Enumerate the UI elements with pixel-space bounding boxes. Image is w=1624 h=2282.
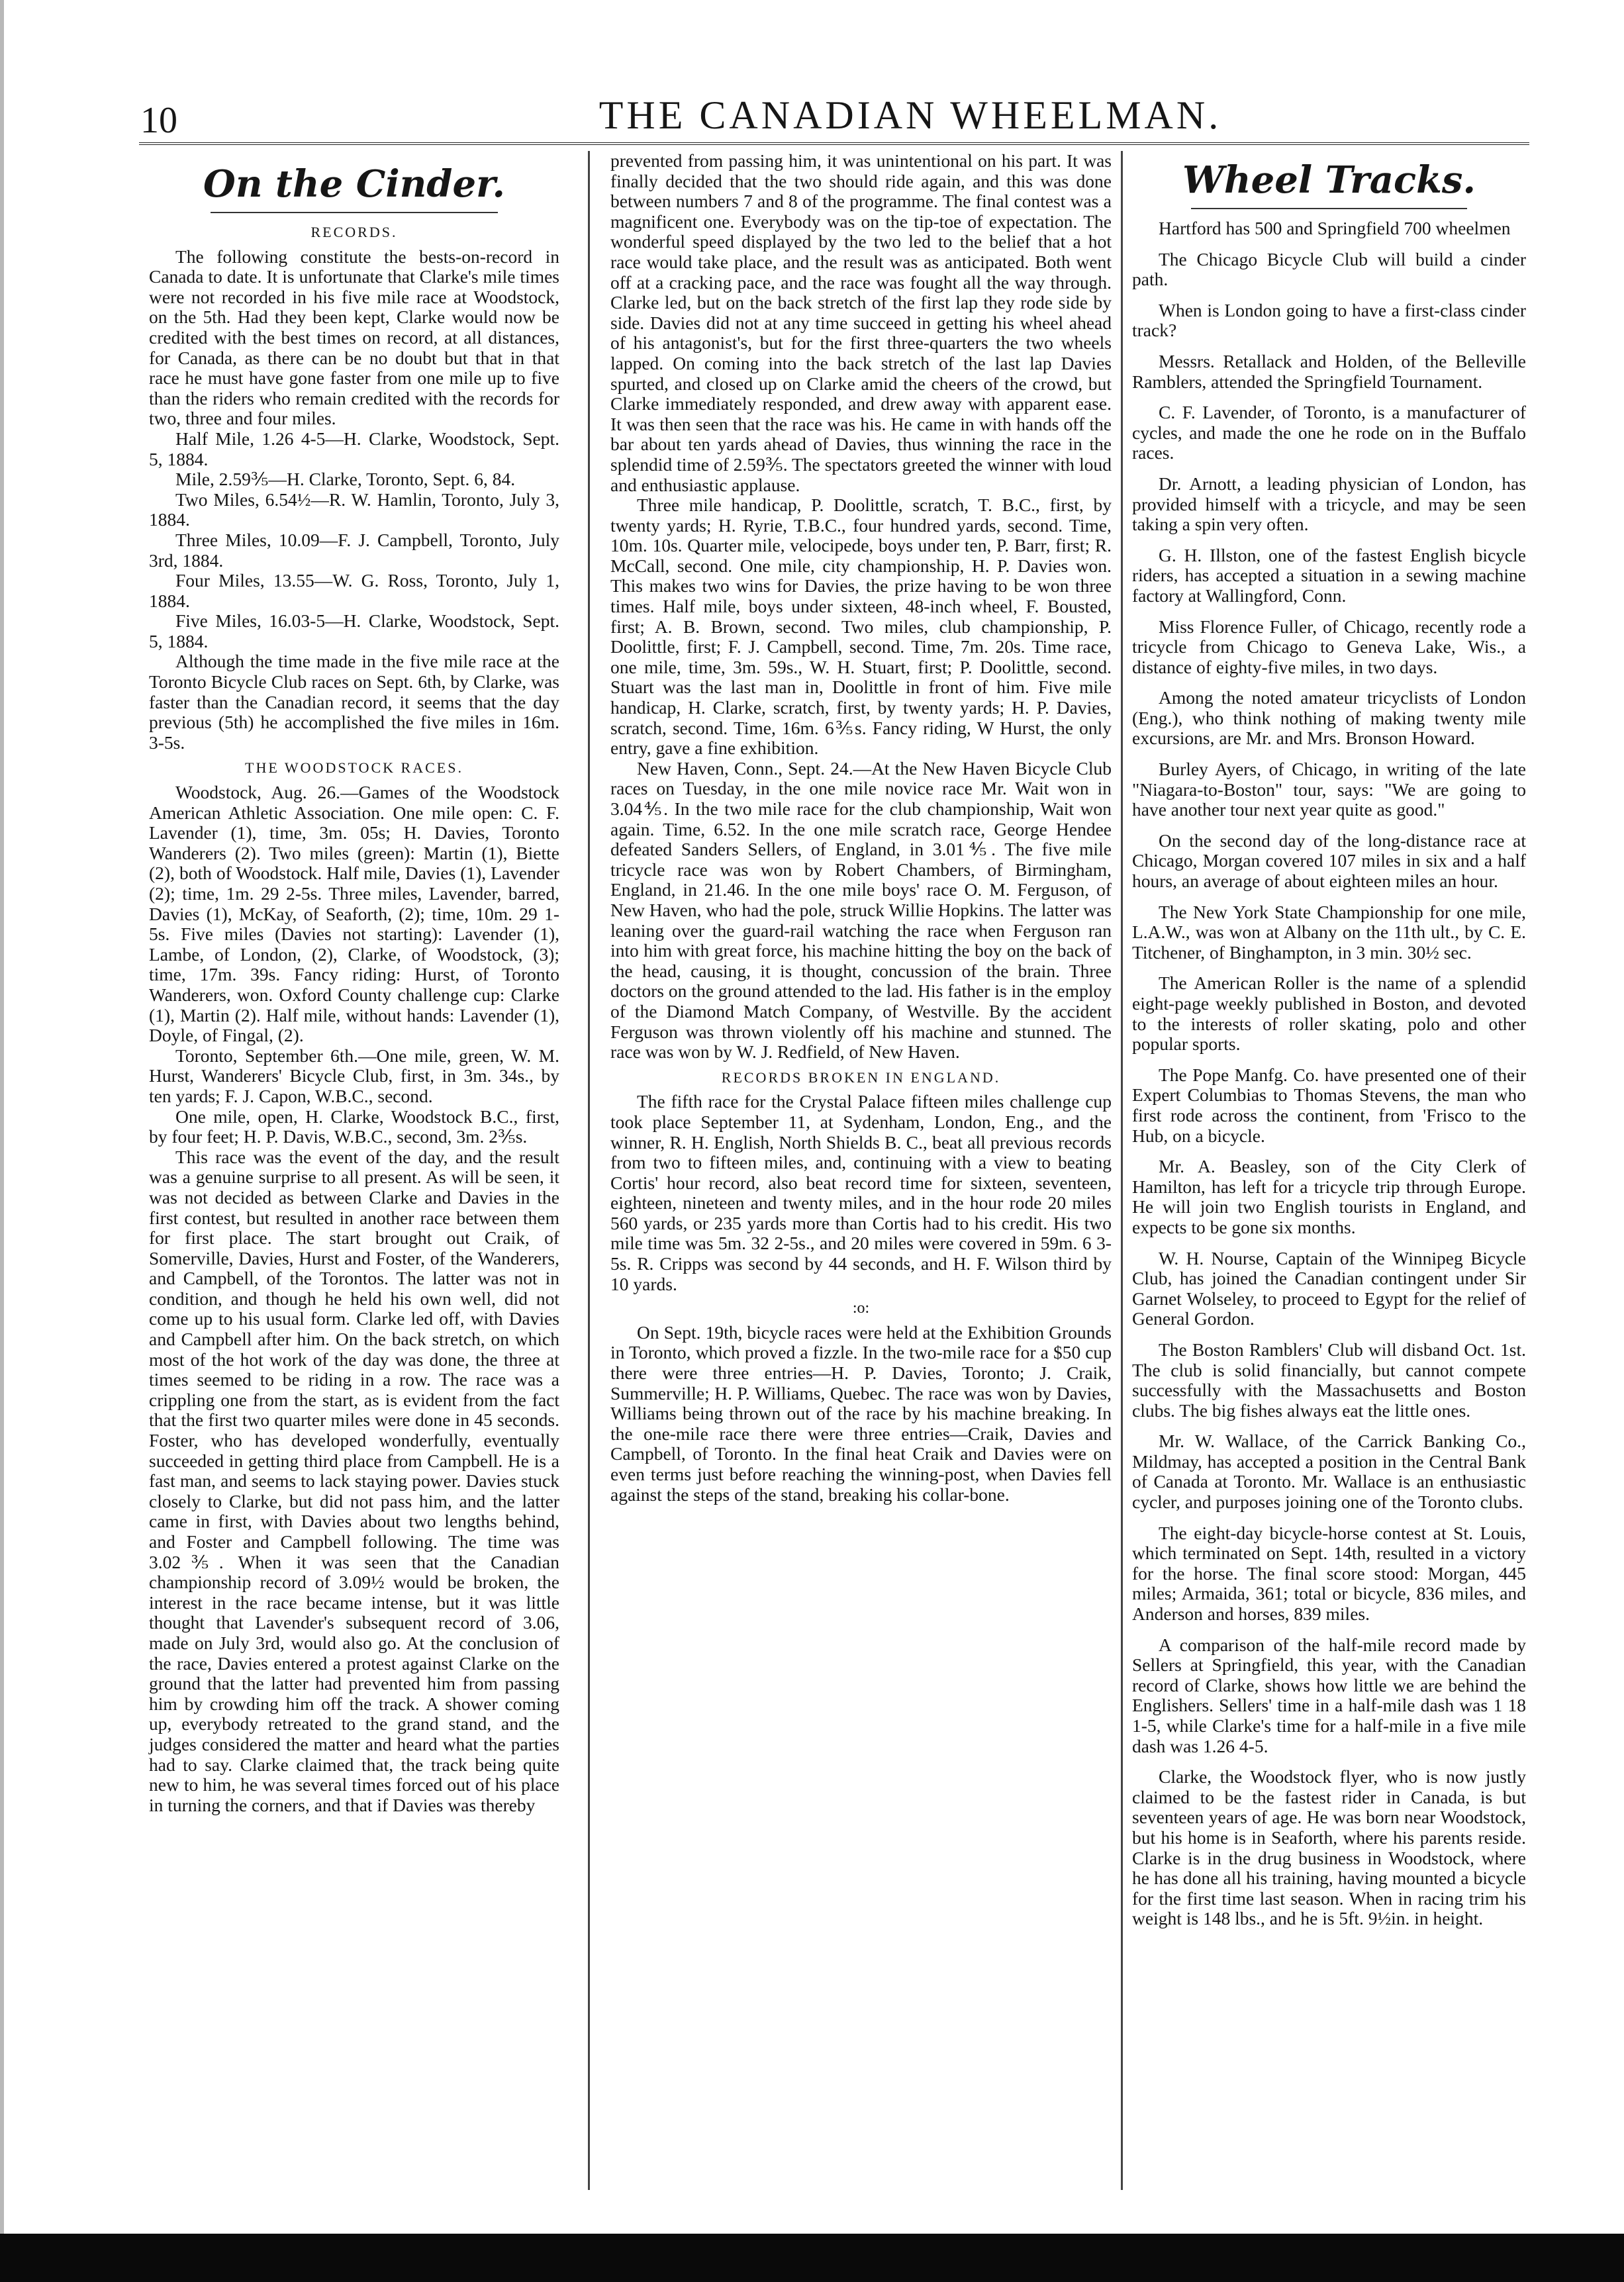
title-rule — [211, 212, 498, 213]
section-heading-records: RECORDS. — [310, 224, 398, 240]
column-divider-right — [1121, 151, 1123, 2190]
article-paragraph: Three mile handicap, P. Doolittle, scratch, T. B.C., first, by twenty yards; H. Ryrie, T.B.C., four hundred yards, second. Time, 10m. 10s. Quarter mile, velocipede, boys under ten, P. Barr, first; R. McCall, second. One mile, city championship, H. P. Davies won. This makes two wins for Davies, the prize having to be won three times. Half mile, boys under sixteen, 48-inch wheel, F. Bousted, first; A. B. Brown, second. Two miles, club championship, P. Doolittle, first; F. J. Campbell, second. Time, 7m. 20s. Time race, one mile, time, 3m. 59s., W. H. Stuart, first; P. Doolittle, second. Stuart was the last man in, Doolittle in front of him. Five mile handicap, H. Clarke, scratch, first, by twenty yards; H. P. Davies, scratch, second. Time, 16m. 6⅗s. Fancy riding, W Hurst, the only entry, gave a fine exhibition. — [610, 495, 1112, 759]
wheel-tracks-item: The Boston Ramblers' Club will disband Oct. 1st. The club is solid financially, but cannot compete successfully with the Massachusetts and Boston clubs. The big fishes always eat the little ones. — [1132, 1339, 1526, 1421]
article-paragraph: prevented from passing him, it was unintentional on his part. It was finally decided that the two should ride again, and this was done between numbers 7 and 8 of the programme. The final contest was a magnificent one. Everybody was on the tip-toe of expectation. The wonderful speed displayed by the two led to the belief that a hot race would take place, and the result was as anticipated. Both went off at a cracking pace, and the race was fought all the way through. Clarke led, but on the back stretch of the first lap they rode side by side. Davies did not at any time succeed in getting his wheel ahead of his antagonist's, but for the first three-quarters the two wheels lapped. On coming into the back stretch of the last lap Davies spurted, and closed up on Clarke amid the cheers of the crowd, but Clarke immediately responded, and drew away with apparent ease. It was then seen that the race was his. He came in with hands off the bar about ten yards ahead of Davies, thus winning the race in the splendid time of 2.59⅗. The spectators greeted the winner with loud and enthusiastic applause. — [610, 150, 1112, 495]
header-rule — [139, 142, 1529, 145]
article-paragraph: This race was the event of the day, and the result was a genuine surprise to all present. As will be seen, it was not decided as between Clarke and Davies in the first contest, but resulted in another race between them for first place. The start brought out Craik, of Somerville, Davies, Hurst and Foster, of the Wanderers, and Campbell, of the Torontos. The latter was not in condition, and though he held his own well, did not come up to his usual form. Clarke led off, with Davies and Campbell after him. On the back stretch, on which most of the hot work of the day was done, the three at times seemed to be riding in a row. The race was a crippling one from the start, as is evident from the fact that the first two quarter miles were done in 45 seconds. Foster, who has developed wonderfully, eventually succeeded in getting third place from Campbell. He is a fast man, and seems to lack staying power. Davies stuck closely to Clarke, but did not pass him, and the latter came in first, with Davies about two lengths behind, and Foster and Campbell following. The time was 3.02⅗. When it was seen that the Canadian championship record of 3.09½ would be broken, the interest in the race became intense, but it was little thought that Lavender's subsequent record of 3.06, made on July 3rd, would also go. At the conclusion of the race, Davies entered a protest against Clarke on the ground that the latter had prevented him from passing him by crowding him off the track. A shower coming up, everybody retreated to the grand stand, and the judges considered the matter and heard what the parties had to say. Clarke claimed that, the track being quite new to him, he was several times forced out of his place in turning the corners, and that if Davies was thereby — [149, 1146, 559, 1815]
record-entry: Four Miles, 13.55—W. G. Ross, Toronto, July 1, 1884. — [149, 570, 559, 611]
article-paragraph: Although the time made in the five mile race at the Toronto Bicycle Club races on Sept. 6th, by Clarke, was faster than the Canadian record, it seems that the day previous (5th) he accomplished the five miles in 16m. 3-5s. — [149, 651, 559, 753]
article-paragraph: Toronto, September 6th.—One mile, green, W. M. Hurst, Wanderers' Bicycle Club, first, in 3m. 34s., by ten yards; F. J. Capon, W.B.C., second. — [149, 1045, 559, 1106]
article-paragraph: On Sept. 19th, bicycle races were held at the Exhibition Grounds in Toronto, which proved a fizzle. In the two-mile race for a $50 cup there were three entries—H. P. Davies, Toronto; J. Craik, Summerville; H. P. Williams, Quebec. The race was won by Davies, Williams being thrown out of the race by his machine breaking. In the one-mile race there were three entries—Craik, Davies and Campbell, of Toronto. In the final heat Craik and Davies were on even terms just before reaching the winning-post, when Davies fell against the steps of the stand, breaking his collar-bone. — [610, 1321, 1112, 1505]
section-heading-woodstock-races: THE WOODSTOCK RACES. — [245, 759, 463, 777]
wheel-tracks-list — [1132, 218, 1526, 1929]
wheel-tracks-item: Dr. Arnott, a leading physician of London, has provided himself with a tricycle, and may be seen taking a spin very often. — [1132, 473, 1526, 535]
wheel-tracks-item: The Pope Manfg. Co. have presented one of their Expert Columbias to Thomas Stevens, the man who first rode across the continent, from 'Frisco to the Hub, on a bicycle. — [1132, 1064, 1526, 1146]
left-column — [149, 151, 559, 1815]
wheel-tracks-item: W. H. Nourse, Captain of the Winnipeg Bicycle Club, has joined the Canadian contingent under Sir Garnet Wolseley, to proceed to Egypt for the relief of General Gordon. — [1132, 1247, 1526, 1329]
record-entry: Three Miles, 10.09—F. J. Campbell, Toronto, July 3rd, 1884. — [149, 529, 559, 571]
article-paragraph: One mile, open, H. Clarke, Woodstock B.C., first, by four feet; H. P. Davis, W.B.C., second, 3m. 2⅗s. — [149, 1106, 559, 1147]
column-title-wheel-tracks: Wheel Tracks. — [1182, 158, 1476, 202]
record-entry: Half Mile, 1.26 4-5—H. Clarke, Woodstock, Sept. 5, 1884. — [149, 428, 559, 469]
wheel-tracks-item: When is London going to have a first-class cinder track? — [1132, 299, 1526, 341]
record-entry: Two Miles, 6.54½—R. W. Hamlin, Toronto, July 3, 1884. — [149, 489, 559, 530]
article-paragraph: New Haven, Conn., Sept. 24.—At the New Haven Bicycle Club races on Tuesday, in the one mile novice race Mr. Wait won in 3.04⅘. In the two mile race for the club championship, Wait won again. Time, 6.52. In the one mile scratch race, George Hendee defeated Sanders Sellers, of England, in 3.01⅘. The five mile tricycle race was won by Robert Chambers, of Birmingham, England, in 21.46. In the one mile boys' race O. M. Ferguson, of New Haven, who had the pole, struck Willie Hopkins. The latter was leaning over the guard-rail watching the race when Ferguson ran into him with great force, his machine hitting the boy on the back of the head, causing, it is thought, concussion of the brain. Three doctors on the ground attended to the lad. His father is in the employ of the Diamond Match Company, of Westville. By the accident Ferguson was thrown violently off his machine and stunned. The race was won by W. J. Redfield, of New Haven. — [610, 757, 1112, 1063]
wheel-tracks-item: A comparison of the half-mile record made by Sellers at Springfield, this year, with the Canadian record of Clarke, shows how little we are behind the Englishers. Sellers' time in a half-mile dash was 1 18 1-5, while Clarke's time for a half-mile in a five mile dash was 1.26 4-5. — [1132, 1634, 1526, 1756]
column-title-on-the-cinder: On the Cinder. — [203, 162, 505, 206]
section-separator: :o: — [852, 1300, 870, 1317]
wheel-tracks-item: On the second day of the long-distance race at Chicago, Morgan covered 107 miles in six and a half hours, an average of about eighteen miles an hour. — [1132, 830, 1526, 892]
wheel-tracks-item: Among the noted amateur tricyclists of London (Eng.), who think nothing of making twenty mile excursions, are Mr. and Mrs. Bronson Howard. — [1132, 687, 1526, 749]
wheel-tracks-item: Clarke, the Woodstock flyer, who is now justly claimed to be the fastest rider in Canada, is but seventeen years of age. He was born near Woodstock, but his home is in Seaforth, where his parents reside. Clarke is in the drug business in Woodstock, where he has done all his training, having mounted a bicycle for the first time last season. When in racing trim his weight is 148 lbs., and he is 5ft. 9½in. in height. — [1132, 1766, 1526, 1929]
wheel-tracks-item: Messrs. Retallack and Holden, of the Belleville Ramblers, attended the Springfield Tournament. — [1132, 350, 1526, 392]
wheel-tracks-item: Burley Ayers, of Chicago, in writing of the late "Niagara-to-Boston" tour, says: "We are going to have another tour next year quite as good." — [1132, 759, 1526, 820]
article-paragraph: The following constitute the bests-on-record in Canada to date. It is unfortunate that Clarke's mile times were not recorded in his five mile race at Woodstock, on the 5th. Had they been kept, Clarke would now be credited with the best times on record, at all distances, for Canada, as there can be no doubt but that in that race he must have gone faster from one mile up to five than the riders who remain credited with the records for two, three and four miles. — [149, 246, 559, 429]
record-entry: Mile, 2.59⅗—H. Clarke, Toronto, Sept. 6, 84. — [175, 469, 516, 490]
wheel-tracks-item: C. F. Lavender, of Toronto, is a manufacturer of cycles, and made the one he rode on in the Buffalo races. — [1132, 402, 1526, 463]
section-heading-records-broken: RECORDS BROKEN IN ENGLAND. — [721, 1069, 1001, 1086]
page-number: 10 — [140, 100, 177, 141]
wheel-tracks-item: G. H. Illston, one of the fastest English bicycle riders, has accepted a situation in a sewing machine factory at Wallingford, Conn. — [1132, 544, 1526, 606]
scan-bottom-edge — [0, 2234, 1624, 2282]
wheel-tracks-item: Mr. W. Wallace, of the Carrick Banking Co., Mildmay, has accepted a position in the Central Bank of Canada at Toronto. Mr. Wallace is an enthusiastic cycler, and purposes joining one of the Toronto clubs. — [1132, 1431, 1526, 1513]
wheel-tracks-item: The eight-day bicycle-horse contest at St. Louis, which terminated on Sept. 14th, resulted in a victory for the horse. The final score stood: Morgan, 445 miles; Armaida, 361; total or bicycle, 836 miles, and Anderson and horses, 839 miles. — [1132, 1522, 1526, 1625]
article-paragraph: Woodstock, Aug. 26.—Games of the Woodstock American Athletic Association. One mile open: C. F. Lavender (1), time, 3m. 05s; H. Davies, Toronto Wanderers (2). Two miles (green): Martin (1), Biette (2), both of Woodstock. Half mile, Davies (1), Lavender (2); time, 1m. 29 2-5s. Three miles, Lavender, barred, Davies (1), McKay, of Seaforth, (2); time, 10m. 29 1-5s. Five miles (Davies not starting): Lavender (1), Lambe, of London, (2), Clarke, of Woodstock, (3); time, 17m. 39s. Fancy riding: Hurst, of Toronto Wanderers, won. Oxford County challenge cup: Clarke (1), Martin (2). Half mile, without hands: Lavender (1), Doyle, of Fingal, (2). — [149, 782, 559, 1046]
wheel-tracks-item: The American Roller is the name of a splendid eight-page weekly published in Boston, and devoted to the interests of roller skating, polo and other popular sports. — [1132, 973, 1526, 1055]
article-paragraph: The fifth race for the Crystal Palace fifteen miles challenge cup took place September 11, at Sydenham, London, Eng., and the winner, R. H. English, North Shields B. C., beat all previous records from two to fifteen miles, and, continuing with a view to beating Cortis' hour record, also beat record time for sixteen, seventeen, eighteen, nineteen and twenty miles, and in the hour rode 20 miles 560 yards, or 235 yards more than Cortis had to his credit. His two mile time was 5m. 32 2-5s., and 20 miles were covered in 59m. 6 3-5s. R. Cripps was second by 44 seconds, and H. F. Wilson third by 10 yards. — [610, 1091, 1112, 1294]
wheel-tracks-item: The Chicago Bicycle Club will build a cinder path. — [1132, 248, 1526, 290]
record-entry: Five Miles, 16.03-5—H. Clarke, Woodstock, Sept. 5, 1884. — [149, 610, 559, 651]
masthead: THE CANADIAN WHEELMAN. — [598, 93, 1222, 137]
middle-column — [610, 151, 1112, 1505]
wheel-tracks-item: Miss Florence Fuller, of Chicago, recently rode a tricycle from Chicago to Geneva Lake, Wis., a distance of eighty-five miles, in two days. — [1132, 616, 1526, 677]
wheel-tracks-item: The New York State Championship for one mile, L.A.W., was won at Albany on the 11th ult., by C. E. Titchener, of Binghampton, in 3 min. 30½ sec. — [1132, 901, 1526, 963]
wheel-tracks-item: Hartford has 500 and Springfield 700 wheelmen — [1159, 218, 1511, 238]
right-column — [1132, 151, 1526, 1940]
scan-edge-shadow — [0, 0, 4, 2282]
wheel-tracks-item: Mr. A. Beasley, son of the City Clerk of Hamilton, has left for a tricycle trip through Europe. He will join two English tourists in England, and expects to be gone six months. — [1132, 1156, 1526, 1237]
column-divider-left — [588, 151, 590, 2190]
title-rule — [1191, 208, 1467, 209]
